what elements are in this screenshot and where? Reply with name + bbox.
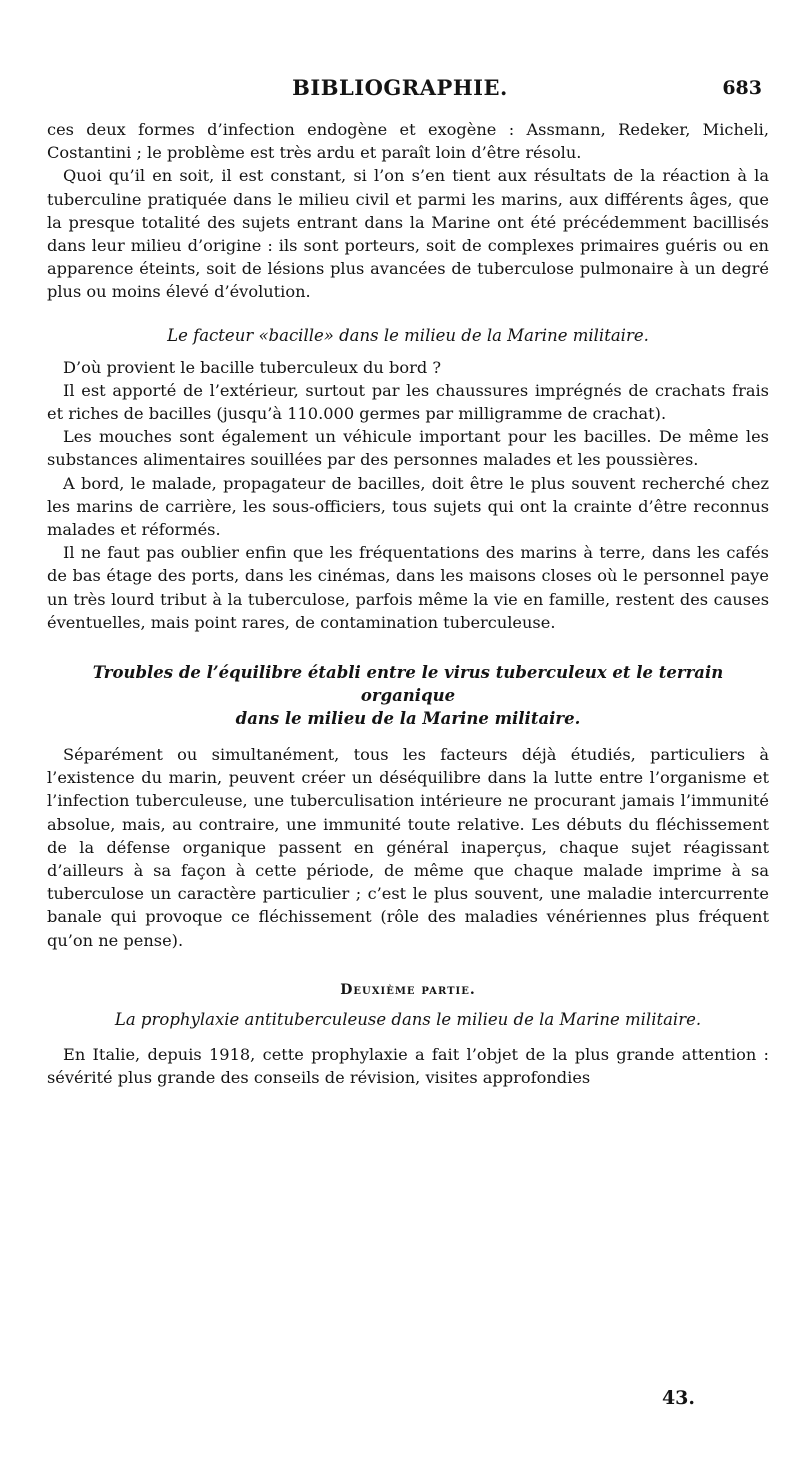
section-heading-prophylaxie: La prophylaxie antituberculeuse dans le milieu de la Marine militaire. bbox=[114, 1010, 702, 1030]
signature-mark: 43. bbox=[661, 1387, 695, 1409]
part-title: Deuxième partie. bbox=[340, 981, 476, 998]
body-text bbox=[47, 118, 769, 1090]
paragraph: A bord, le malade, propagateur de bacilles, doit être le plus souvent recherché chez les marins de carrière, les sous-officiers, tous sujets qui ont la crainte d’être reconnus malades et réformés. bbox=[47, 473, 769, 540]
running-title: BIBLIOGRAPHIE. bbox=[292, 75, 508, 100]
paragraph: D’où provient le bacille tuberculeux du bord ? bbox=[63, 357, 442, 377]
section-heading-bacille: Le facteur «bacille» dans le milieu de la Marine militaire. bbox=[167, 325, 649, 345]
running-header bbox=[0, 73, 800, 103]
section-heading-line: Troubles de l’équilibre établi entre le virus tuberculeux et le terrain organique bbox=[92, 663, 724, 706]
paragraph: En Italie, depuis 1918, cette prophylaxie a fait l’objet de la plus grande attention : sévérité plus grande des conseils de révision, visites approfondies bbox=[47, 1045, 769, 1088]
section-heading-troubles bbox=[47, 661, 769, 730]
paragraph: Il ne faut pas oublier enfin que les fréquentations des marins à terre, dans les cafés de bas étage des ports, dans les cinémas, dans les maisons closes où le personnel paye un très lourd tribut à la tuberculose, parfois même la vie en famille, restent des causes éventuelles, mais point rares, de contamination tuberculeuse. bbox=[47, 543, 769, 632]
section-heading-line: dans le milieu de la Marine militaire. bbox=[235, 709, 581, 729]
paragraph: ces deux formes d’infection endogène et exogène : Assmann, Redeker, Micheli, Costantini ; le problème est très ardu et paraît loin d’être résolu. bbox=[47, 120, 769, 163]
paragraph: Séparément ou simultanément, tous les facteurs déjà étudiés, particuliers à l’existence du marin, peuvent créer un déséquilibre dans la lutte entre l’organisme et l’infection tuberculeuse, une tuberculisation intérieure ne procurant jamais l’immunité absolue, mais, au contraire, une immunité toute relative. Les débuts du fléchissement de la défense organique passent en général inaperçus, chaque sujet réagissant d’ailleurs à sa façon à cette période, de même que chaque malade imprime à sa tuberculose un caractère particulier ; c’est le plus souvent, une maladie intercurrente banale qui provoque ce fléchissement (rôle des maladies vénériennes plus fréquent qu’on ne pense). bbox=[47, 745, 769, 950]
paragraph: Quoi qu’il en soit, il est constant, si l’on s’en tient aux résultats de la réaction à la tuberculine pratiquée dans le milieu civil et parmi les marins, aux différents âges, que la presque totalité des sujets entrant dans la Marine ont été précédemment bacillisés dans leur milieu d’origine : ils sont porteurs, soit de complexes primaires guéris ou en apparence éteints, soit de lésions plus avancées de tuberculose pulmonaire à un degré plus ou moins élevé d’évolution. bbox=[47, 166, 769, 302]
paragraph: Les mouches sont également un véhicule important pour les bacilles. De même les substances alimentaires souillées par des personnes malades et les poussières. bbox=[47, 427, 769, 470]
paragraph: Il est apporté de l’extérieur, surtout par les chaussures imprégnés de crachats frais et riches de bacilles (jusqu’à 110.000 germes par milligramme de crachat). bbox=[47, 380, 769, 424]
page-number: 683 bbox=[722, 77, 762, 99]
